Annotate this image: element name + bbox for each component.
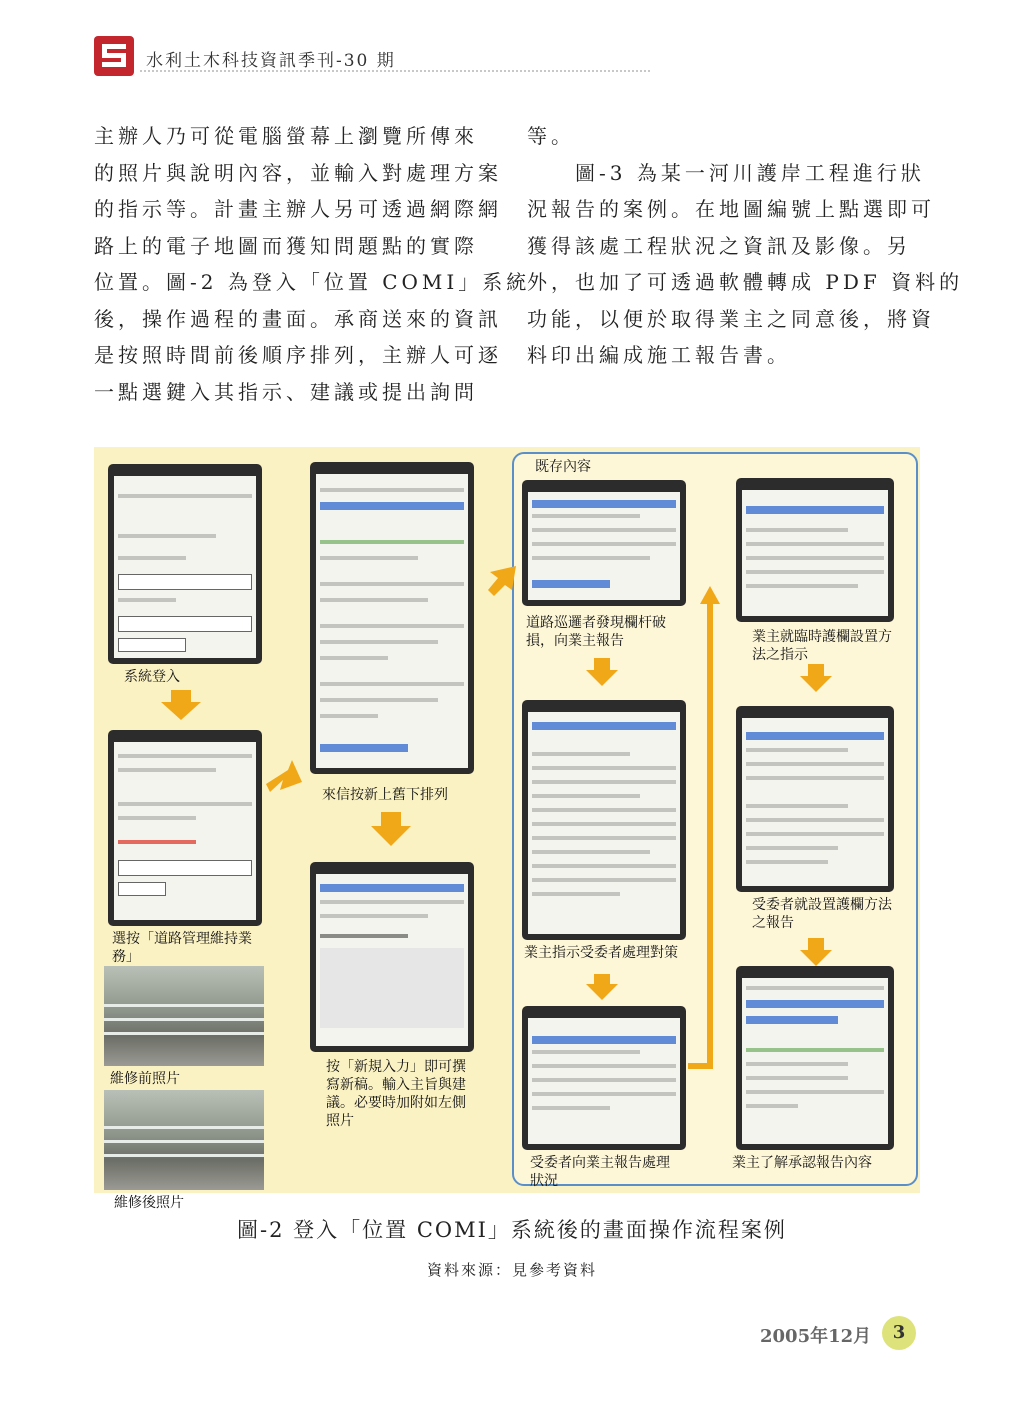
text-line: 的照片與說明內容，並輸入對處理方案 (94, 160, 502, 185)
figure-source: 資料來源：見參考資料 (426, 1261, 597, 1279)
text-line: 一點選鍵入其指示、建議或提出詢問 (94, 379, 478, 404)
box-title: 既存內容 (535, 459, 591, 475)
figure-caption: 圖-2 登入「位置 COMI」系統後的畫面操作流程案例 (237, 1218, 787, 1242)
label-select-service: 選按「道路管理維持業務」 (112, 931, 252, 965)
label-owner-instruct: 業主指示受委者處理對策 (524, 945, 678, 961)
text-line: 後，操作過程的畫面。承商送來的資訊 (94, 306, 502, 331)
page-number: 3 (882, 1316, 916, 1350)
text-line: 主辦人乃可從電腦螢幕上瀏覽所傳來 (94, 124, 478, 148)
text-line: 圖-3 為某一河川護岸工程進行狀 (527, 160, 925, 185)
arrow-up-right-icon (488, 566, 516, 596)
label-owner-confirm: 業主了解承認報告內容 (732, 1155, 872, 1171)
label-after-photo: 維修後照片 (114, 1195, 184, 1211)
text-line: 路上的電子地圖而獲知問題點的實際 (94, 233, 478, 258)
arrow-down-icon (586, 974, 618, 1000)
text-line: 等。 (527, 124, 575, 148)
arrow-up-icon (700, 586, 720, 604)
arrow-down-icon (371, 812, 411, 846)
arrow-down-icon (800, 664, 832, 692)
label-before-photo: 維修前照片 (110, 1071, 180, 1087)
long-flow-arrow (688, 600, 710, 1066)
text-line: 獲得該處工程狀況之資訊及影像。另 (527, 233, 911, 258)
text-line: 是按照時間前後順序排列，主辦人可逐 (94, 343, 502, 367)
arrow-down-icon (161, 690, 201, 720)
text-line: 料印出編成施工報告書。 (527, 343, 791, 367)
text-line: 功能，以便於取得業主之同意後，將資 (527, 306, 935, 331)
text-line: 外，也加了可透過軟體轉成 PDF 資料的 (527, 270, 964, 294)
arrow-down-icon (800, 938, 832, 966)
label-contractor-report: 受委者向業主報告處理狀況 (530, 1155, 670, 1189)
label-login: 系統登入 (124, 669, 180, 685)
text-line: 的指示等。計畫主辦人另可透過網際網 (94, 197, 502, 221)
text-line: 況報告的案例。在地圖編號上點選即可 (527, 197, 935, 221)
label-patrol-report: 道路巡邏者發現欄杆破損，向業主報告 (526, 615, 666, 649)
journal-title: 水利土木科技資訊季刊-30 期 (146, 51, 396, 71)
label-new-input: 按「新規入力」即可撰寫新稿。輸入主旨與建議。必要時加附如左側照片 (326, 1059, 466, 1129)
label-owner-temp: 業主就臨時護欄設置方法之指示 (752, 629, 892, 663)
arrow-up-right-icon (266, 760, 302, 792)
text-line: 位置。圖-2 為登入「位置 COMI」系統 (94, 270, 531, 294)
label-sorted: 來信按新上舊下排列 (322, 787, 448, 803)
arrow-down-icon (586, 658, 618, 686)
issue-date: 2005年12月 (760, 1326, 872, 1347)
label-contractor-install: 受委者就設置護欄方法之報告 (752, 897, 892, 931)
